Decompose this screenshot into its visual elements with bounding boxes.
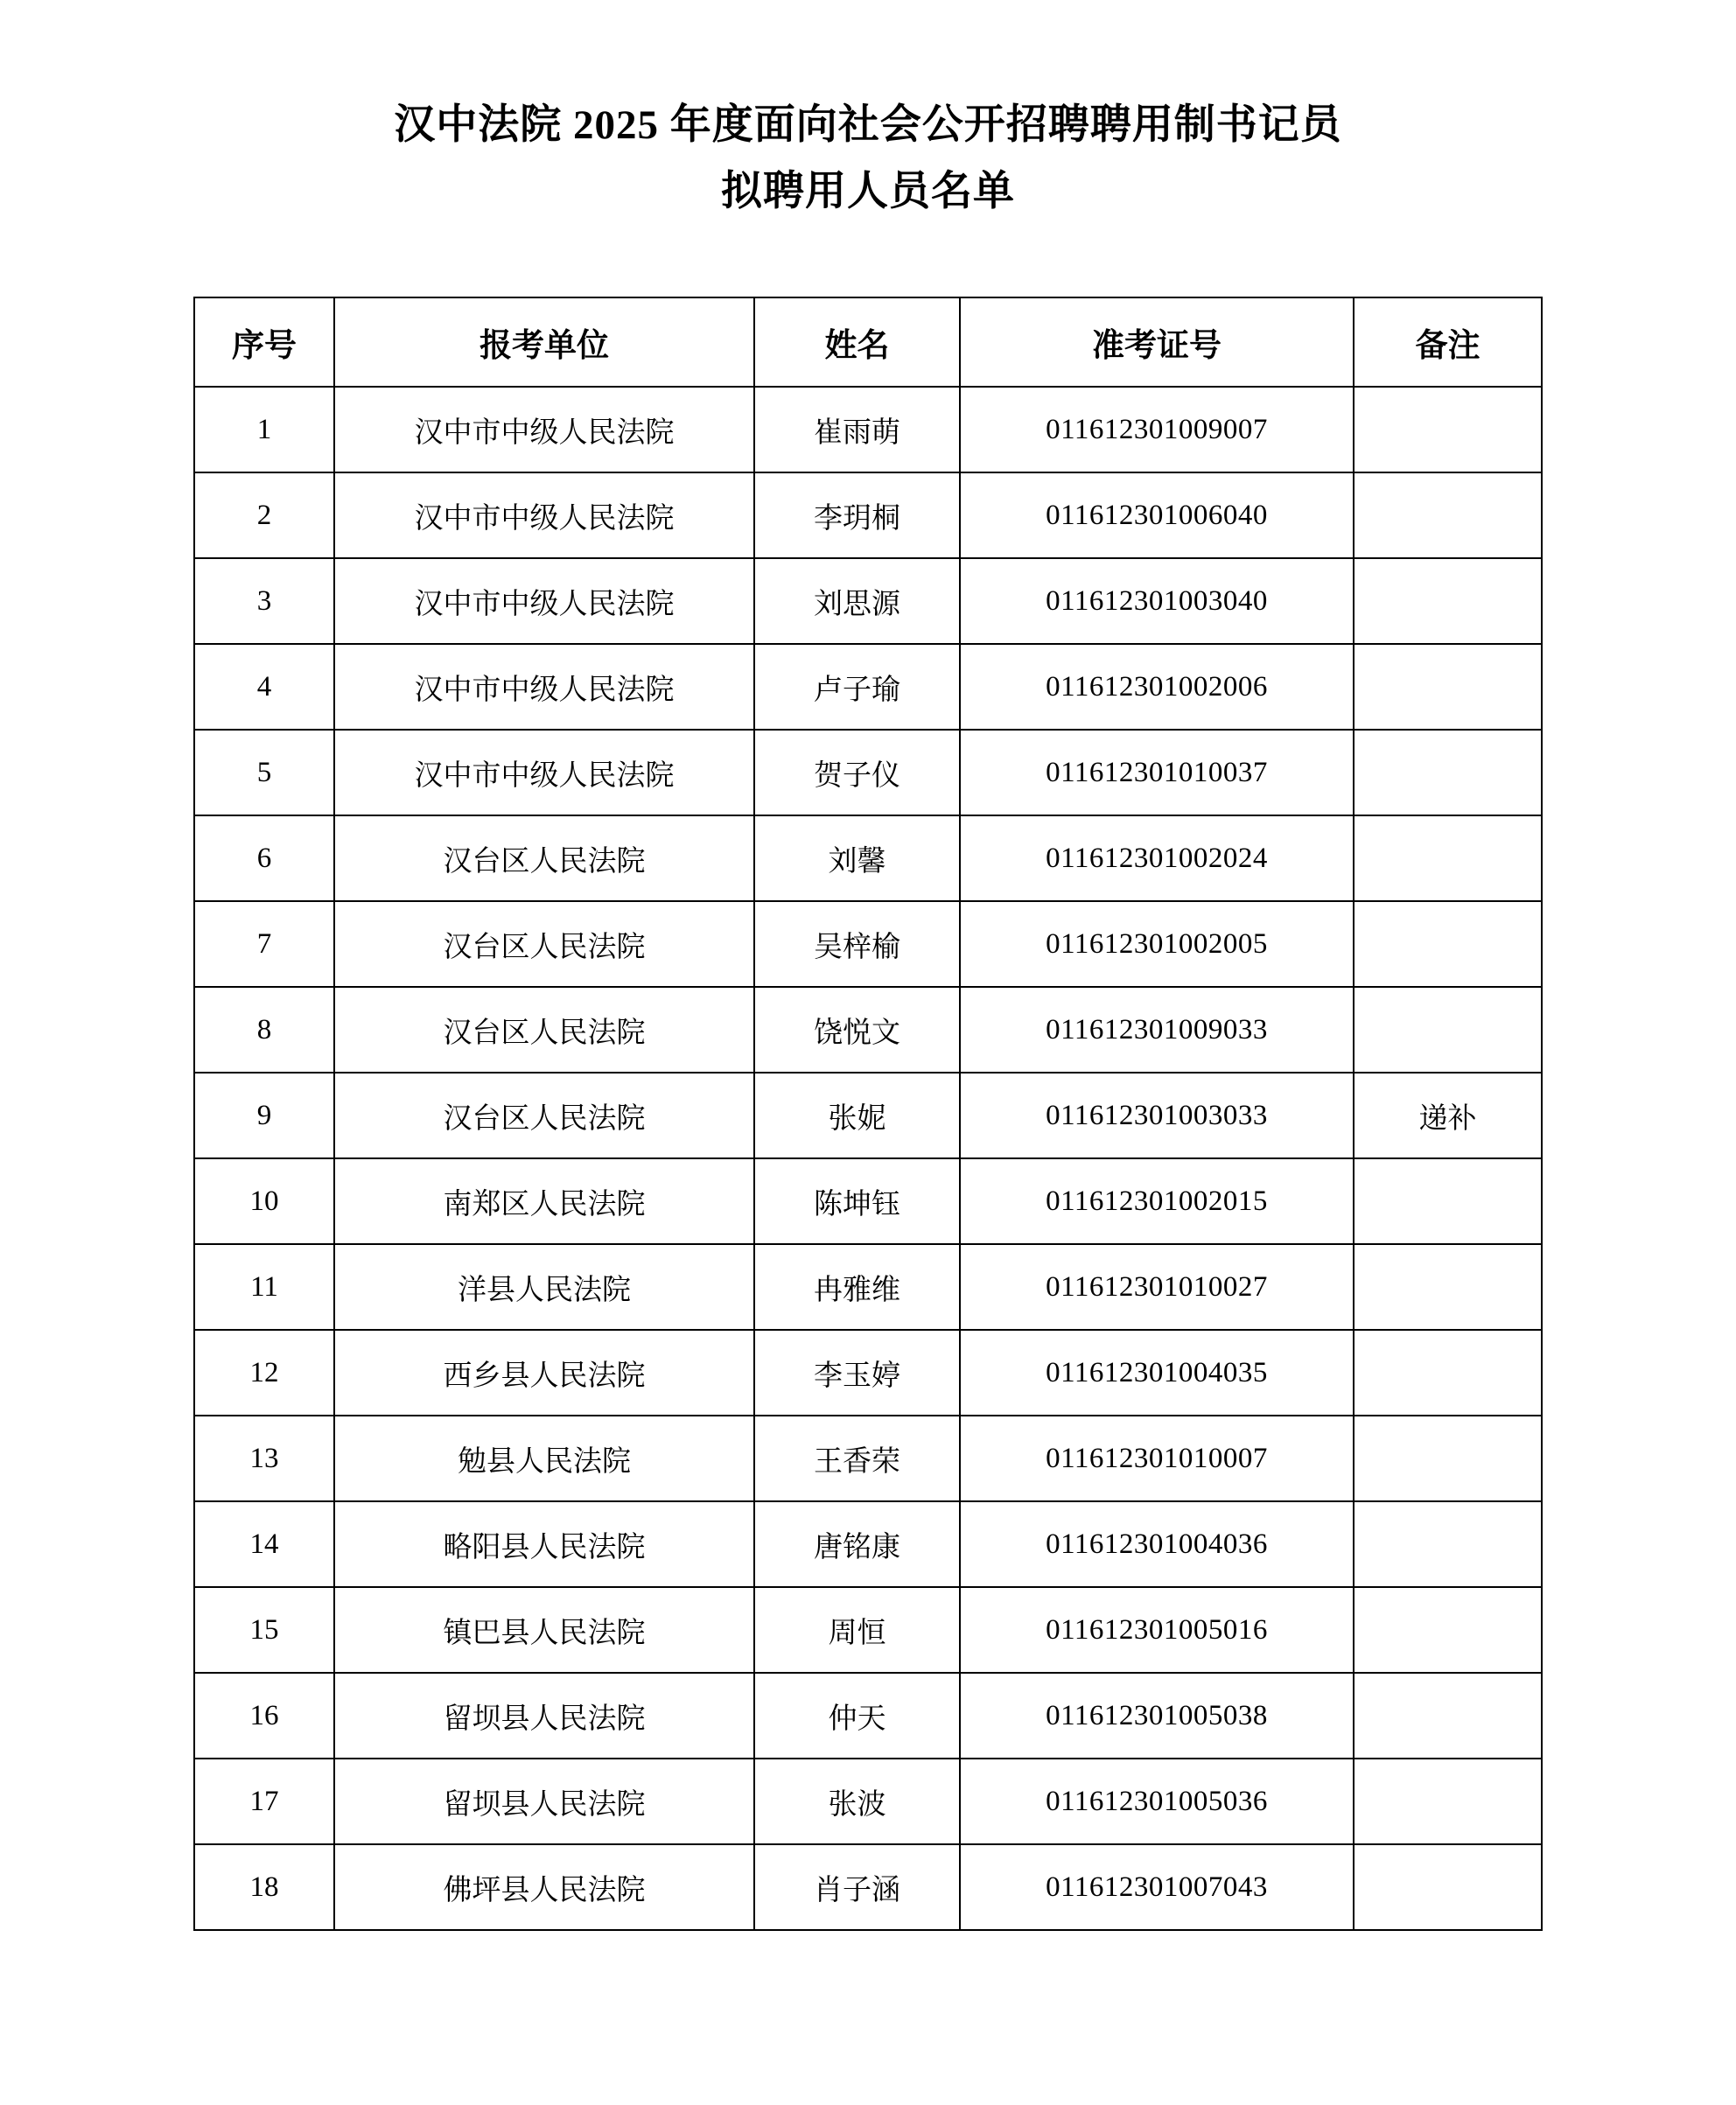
cell-note <box>1354 1759 1542 1844</box>
cell-unit: 汉中市中级人民法院 <box>334 558 754 644</box>
cell-note <box>1354 730 1542 815</box>
cell-note <box>1354 1244 1542 1330</box>
cell-name: 卢子瑜 <box>754 644 960 730</box>
cell-name: 崔雨萌 <box>754 387 960 472</box>
cell-name: 李玥桐 <box>754 472 960 558</box>
cell-ticket: 011612301004036 <box>960 1501 1354 1587</box>
cell-unit: 略阳县人民法院 <box>334 1501 754 1587</box>
cell-name: 仲天 <box>754 1673 960 1759</box>
cell-index: 17 <box>194 1759 334 1844</box>
cell-note <box>1354 987 1542 1073</box>
cell-unit: 洋县人民法院 <box>334 1244 754 1330</box>
cell-ticket: 011612301002006 <box>960 644 1354 730</box>
cell-name: 冉雅维 <box>754 1244 960 1330</box>
cell-note <box>1354 644 1542 730</box>
cell-unit: 汉台区人民法院 <box>334 901 754 987</box>
cell-unit: 镇巴县人民法院 <box>334 1587 754 1673</box>
cell-unit: 勉县人民法院 <box>334 1416 754 1501</box>
column-header-unit: 报考单位 <box>334 297 754 387</box>
cell-ticket: 011612301007043 <box>960 1844 1354 1930</box>
page-title-line-2: 拟聘用人员名单 <box>721 169 1015 215</box>
cell-index: 10 <box>194 1158 334 1244</box>
cell-unit: 汉中市中级人民法院 <box>334 387 754 472</box>
cell-unit: 汉台区人民法院 <box>334 987 754 1073</box>
table-row <box>194 644 1542 730</box>
table-header <box>194 297 1542 387</box>
cell-index: 3 <box>194 558 334 644</box>
cell-unit: 西乡县人民法院 <box>334 1330 754 1416</box>
cell-note <box>1354 815 1542 901</box>
cell-note <box>1354 558 1542 644</box>
table-row <box>194 472 1542 558</box>
table-row <box>194 387 1542 472</box>
table-header-row <box>194 297 1542 387</box>
cell-name: 饶悦文 <box>754 987 960 1073</box>
cell-index: 7 <box>194 901 334 987</box>
cell-name: 吴梓榆 <box>754 901 960 987</box>
cell-note <box>1354 387 1542 472</box>
cell-unit: 佛坪县人民法院 <box>334 1844 754 1930</box>
page-title <box>188 92 1548 225</box>
table-row <box>194 1759 1542 1844</box>
table-row <box>194 1073 1542 1158</box>
cell-name: 肖子涵 <box>754 1844 960 1930</box>
table-row <box>194 1501 1542 1587</box>
cell-note <box>1354 1330 1542 1416</box>
cell-ticket: 011612301005036 <box>960 1759 1354 1844</box>
page-title-line-1: 汉中法院 2025 年度面向社会公开招聘聘用制书记员 <box>394 102 1342 148</box>
cell-ticket: 011612301004035 <box>960 1330 1354 1416</box>
cell-name: 唐铭康 <box>754 1501 960 1587</box>
cell-index: 1 <box>194 387 334 472</box>
cell-name: 王香荣 <box>754 1416 960 1501</box>
table-row <box>194 558 1542 644</box>
cell-name: 张妮 <box>754 1073 960 1158</box>
cell-note <box>1354 901 1542 987</box>
roster-table <box>193 297 1543 1931</box>
table-row <box>194 815 1542 901</box>
cell-unit: 汉中市中级人民法院 <box>334 730 754 815</box>
cell-name: 刘馨 <box>754 815 960 901</box>
cell-index: 6 <box>194 815 334 901</box>
cell-index: 15 <box>194 1587 334 1673</box>
cell-ticket: 011612301002005 <box>960 901 1354 987</box>
cell-index: 14 <box>194 1501 334 1587</box>
cell-name: 李玉婷 <box>754 1330 960 1416</box>
column-header-name: 姓名 <box>754 297 960 387</box>
cell-unit: 汉中市中级人民法院 <box>334 644 754 730</box>
cell-ticket: 011612301009007 <box>960 387 1354 472</box>
cell-ticket: 011612301002015 <box>960 1158 1354 1244</box>
cell-unit: 南郑区人民法院 <box>334 1158 754 1244</box>
table-row <box>194 1158 1542 1244</box>
cell-ticket: 011612301009033 <box>960 987 1354 1073</box>
cell-ticket: 011612301002024 <box>960 815 1354 901</box>
cell-note <box>1354 1416 1542 1501</box>
roster-table-wrapper <box>188 297 1548 1931</box>
cell-index: 12 <box>194 1330 334 1416</box>
cell-note <box>1354 1673 1542 1759</box>
table-row <box>194 1330 1542 1416</box>
cell-name: 周恒 <box>754 1587 960 1673</box>
cell-unit: 留坝县人民法院 <box>334 1759 754 1844</box>
cell-name: 刘思源 <box>754 558 960 644</box>
cell-ticket: 011612301006040 <box>960 472 1354 558</box>
cell-note <box>1354 1587 1542 1673</box>
table-row <box>194 1416 1542 1501</box>
table-row <box>194 1673 1542 1759</box>
cell-index: 5 <box>194 730 334 815</box>
cell-ticket: 011612301003033 <box>960 1073 1354 1158</box>
cell-ticket: 011612301005038 <box>960 1673 1354 1759</box>
cell-unit: 汉中市中级人民法院 <box>334 472 754 558</box>
cell-ticket: 011612301005016 <box>960 1587 1354 1673</box>
table-body <box>194 387 1542 1930</box>
cell-note <box>1354 472 1542 558</box>
cell-note <box>1354 1501 1542 1587</box>
table-row <box>194 987 1542 1073</box>
column-header-ticket: 准考证号 <box>960 297 1354 387</box>
column-header-note: 备注 <box>1354 297 1542 387</box>
cell-ticket: 011612301010027 <box>960 1244 1354 1330</box>
cell-unit: 汉台区人民法院 <box>334 1073 754 1158</box>
cell-index: 2 <box>194 472 334 558</box>
table-row <box>194 901 1542 987</box>
cell-index: 16 <box>194 1673 334 1759</box>
cell-name: 陈坤钰 <box>754 1158 960 1244</box>
cell-name: 张波 <box>754 1759 960 1844</box>
cell-ticket: 011612301003040 <box>960 558 1354 644</box>
column-header-index: 序号 <box>194 297 334 387</box>
cell-index: 9 <box>194 1073 334 1158</box>
table-row <box>194 730 1542 815</box>
cell-note <box>1354 1158 1542 1244</box>
cell-ticket: 011612301010007 <box>960 1416 1354 1501</box>
table-row <box>194 1844 1542 1930</box>
cell-note: 递补 <box>1354 1073 1542 1158</box>
cell-ticket: 011612301010037 <box>960 730 1354 815</box>
table-row <box>194 1587 1542 1673</box>
cell-index: 11 <box>194 1244 334 1330</box>
cell-index: 13 <box>194 1416 334 1501</box>
cell-index: 4 <box>194 644 334 730</box>
cell-unit: 留坝县人民法院 <box>334 1673 754 1759</box>
cell-name: 贺子仪 <box>754 730 960 815</box>
cell-unit: 汉台区人民法院 <box>334 815 754 901</box>
table-row <box>194 1244 1542 1330</box>
cell-index: 18 <box>194 1844 334 1930</box>
cell-note <box>1354 1844 1542 1930</box>
cell-index: 8 <box>194 987 334 1073</box>
